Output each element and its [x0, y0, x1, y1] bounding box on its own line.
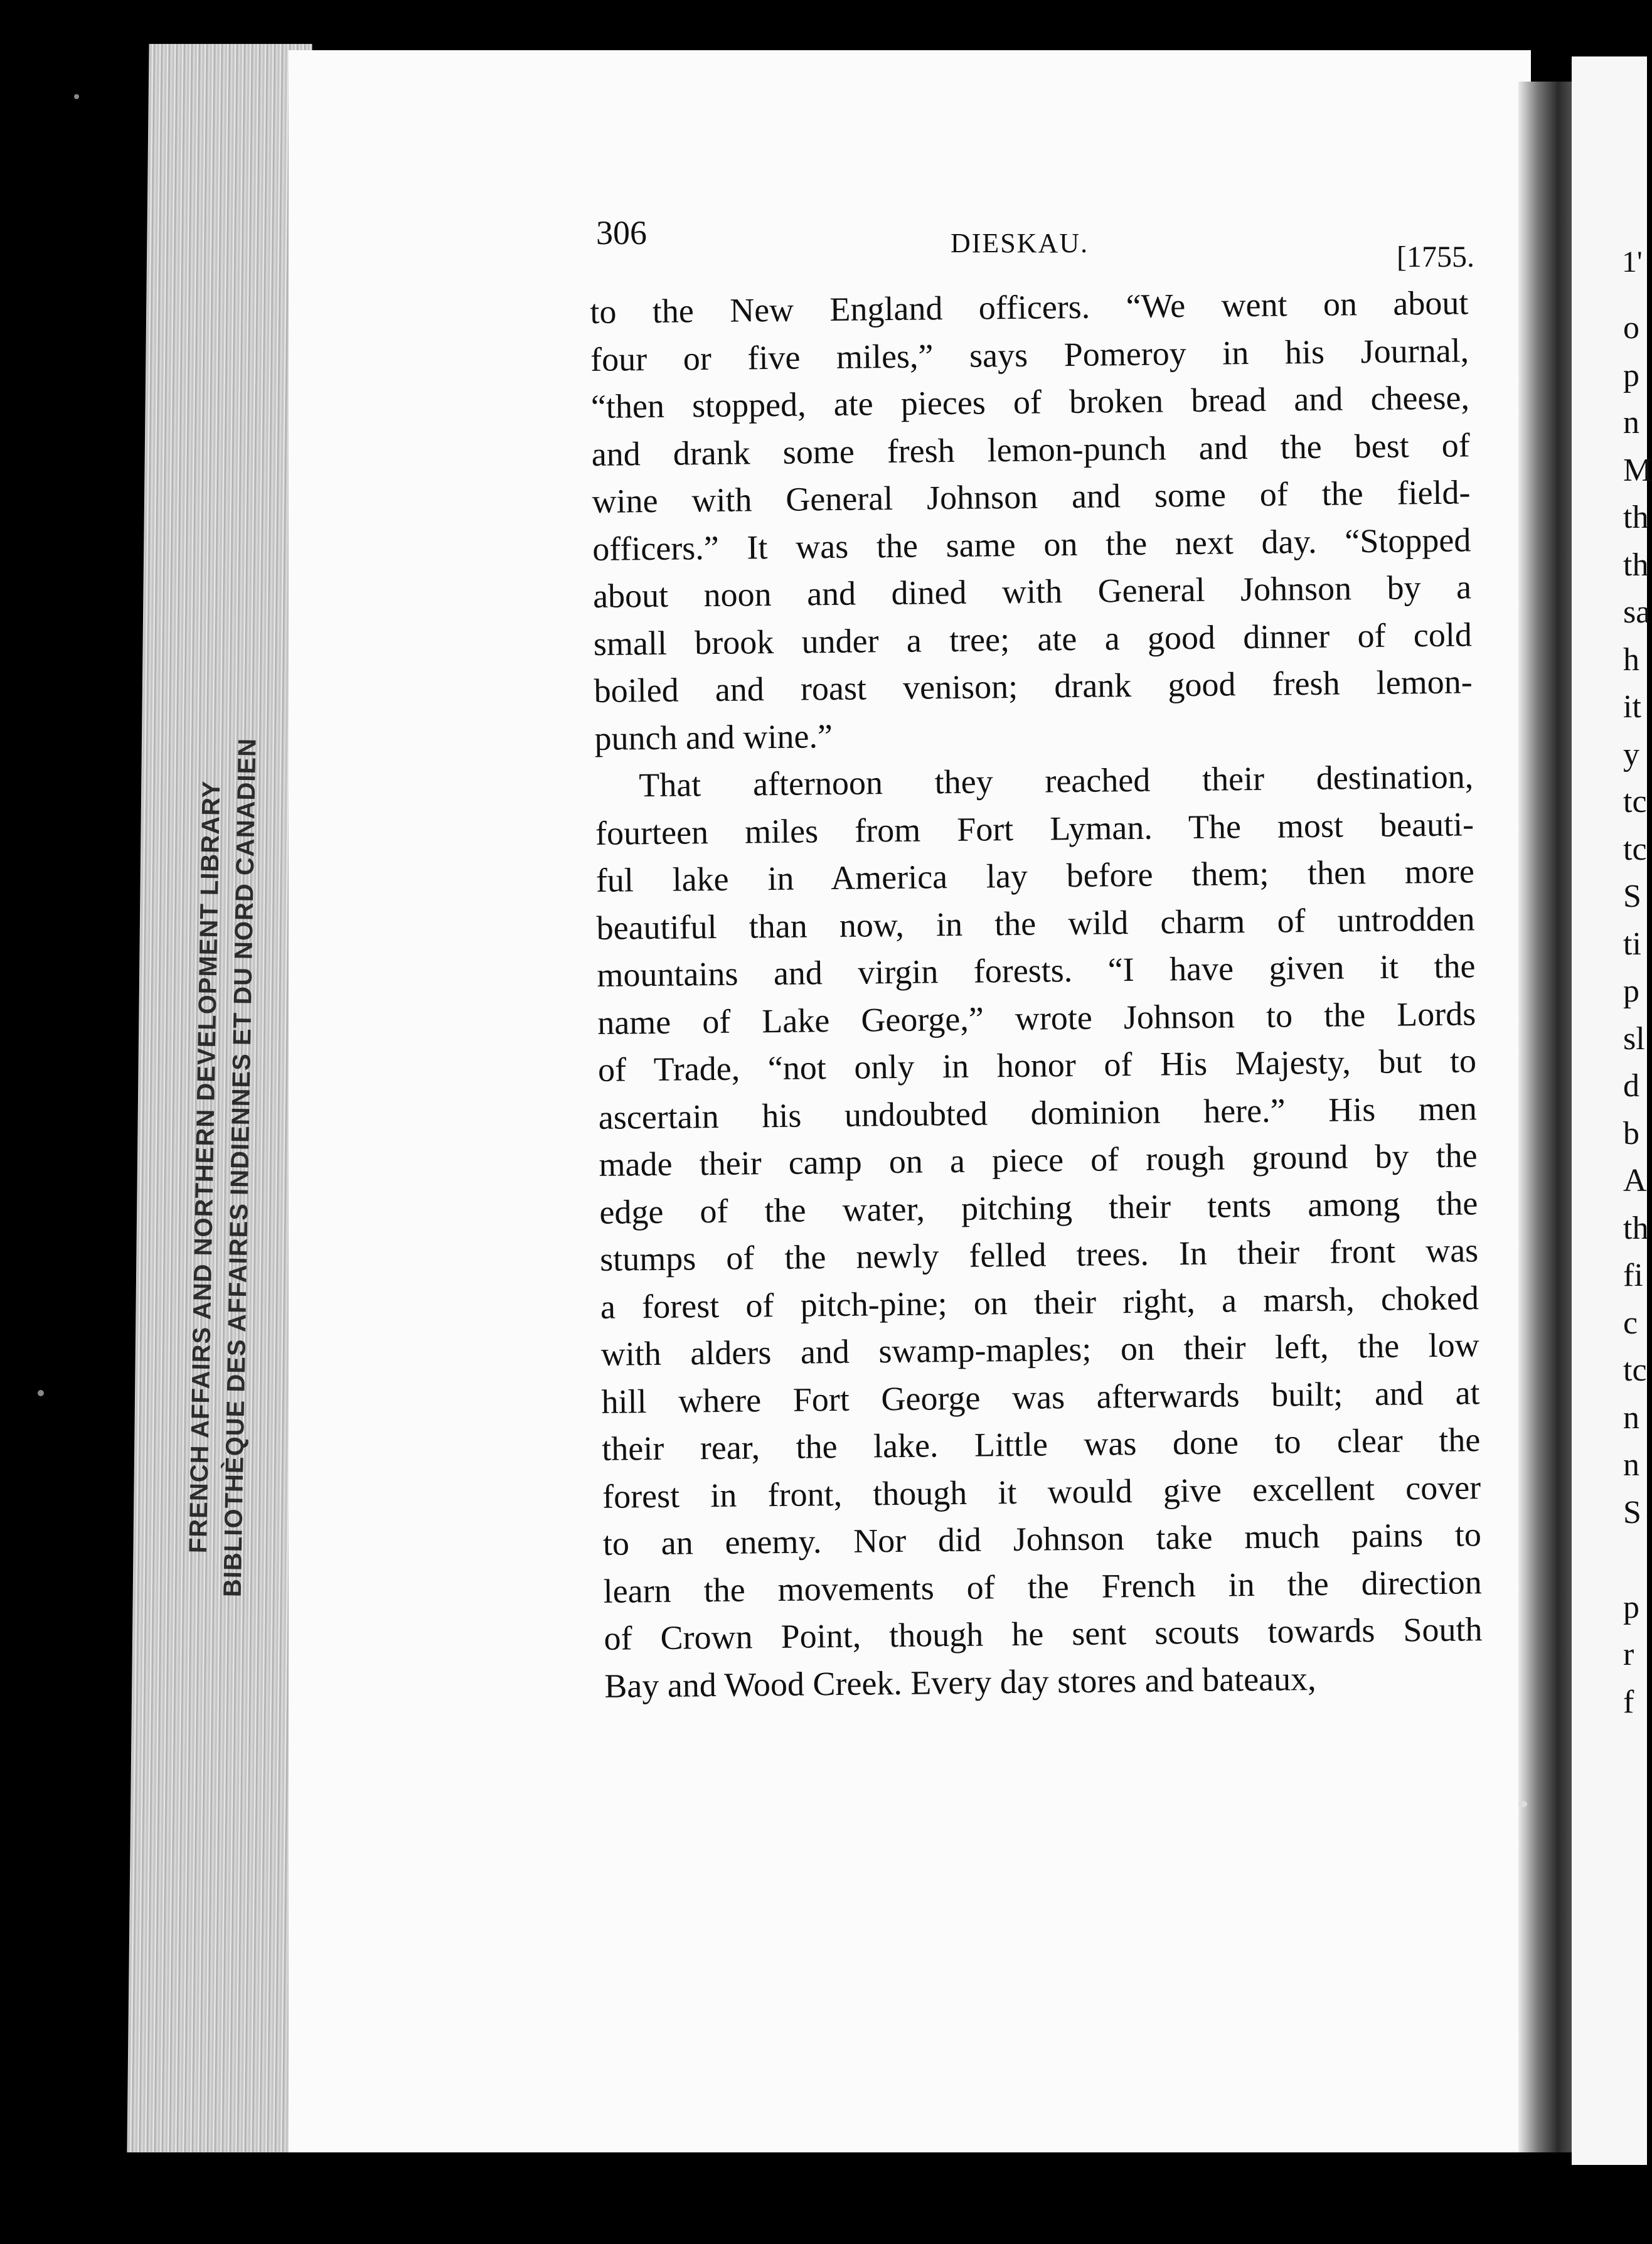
- text-line: fourteen miles from Fort Lyman. The most beauti-: [595, 804, 1474, 852]
- facing-page-fragment: ti: [1623, 926, 1641, 962]
- facing-page-fragment: S: [1623, 879, 1641, 914]
- facing-page-edge: [1572, 56, 1652, 2165]
- text-line: edge of the water, pitching their tents among the: [599, 1183, 1478, 1231]
- facing-page-fragment: tc: [1623, 784, 1647, 820]
- text-line: their rear, the lake. Little was done to clear the: [602, 1421, 1481, 1468]
- text-line: and drank some fresh lemon-punch and the best of: [591, 425, 1470, 473]
- text-line: beautiful than now, in the wild charm of untrodden: [596, 899, 1475, 947]
- text-line: forest in front, though it would give excellent cover: [602, 1468, 1481, 1515]
- text-line: small brook under a tree; ate a good dinner of cold: [593, 615, 1473, 663]
- text-line: about noon and dined with General Johnson by a: [592, 568, 1472, 615]
- facing-page-fragment: S: [1623, 1494, 1641, 1531]
- text-line: made their camp on a piece of rough ground by the: [599, 1136, 1478, 1183]
- facing-page-fragment: n: [1623, 1399, 1639, 1436]
- text-line: That afternoon they reached their destination,: [638, 757, 1474, 804]
- facing-page-fragment: n: [1623, 405, 1639, 441]
- facing-page-fragment: p: [1623, 1589, 1639, 1625]
- running-head: [596, 213, 1474, 274]
- facing-page-fragment: A: [1623, 1163, 1647, 1199]
- text-line: four or five miles,” says Pomeroy in his Journal,: [590, 331, 1469, 378]
- library-stamp: [157, 634, 289, 1701]
- facing-page-fragment: sa: [1623, 594, 1651, 630]
- text-line: ful lake in America lay before them; then more: [595, 852, 1475, 899]
- facing-page-fragment: it: [1623, 689, 1641, 725]
- library-stamp-line-1: FRENCH AFFAIRS AND NORTHERN DEVELOPMENT LIBRARY: [184, 780, 226, 1554]
- facing-page-letters: [1623, 304, 1652, 1726]
- facing-page-fragment: [1623, 1536, 1652, 1584]
- text-line: stumps of the newly felled trees. In their front was: [599, 1231, 1479, 1278]
- text-line: to the New England officers. “We went on about: [590, 284, 1469, 331]
- facing-page-fragment: d: [1623, 1068, 1639, 1104]
- text-line: “then stopped, ate pieces of broken bread and cheese,: [590, 378, 1470, 425]
- facing-page-fragment: n: [1623, 1447, 1639, 1483]
- text-line: boiled and roast venison; drank good fresh lemon-: [594, 663, 1473, 710]
- text-line: wine with General Johnson and some of the field-: [592, 473, 1471, 520]
- facing-page-fragment: p: [1623, 973, 1639, 1009]
- text-line: name of Lake George,” wrote Johnson to the Lords: [597, 994, 1476, 1042]
- facing-page-fragment: th: [1623, 500, 1649, 535]
- body-text: [590, 279, 1483, 1710]
- facing-page-fragment: tc: [1623, 831, 1647, 867]
- scan-speck: [1518, 1801, 1527, 1807]
- facing-page-fragment: y: [1623, 736, 1639, 772]
- facing-page-fragment: p: [1623, 357, 1639, 393]
- facing-page-fragment: fi: [1623, 1258, 1643, 1293]
- facing-page-fragment: h: [1623, 641, 1639, 678]
- text-line: to an enemy. Nor did Johnson take much pains to: [602, 1515, 1482, 1563]
- text-line: hill where Fort George was afterwards built; and at: [601, 1373, 1480, 1421]
- scan-speck: [74, 94, 79, 99]
- chapter-title: DIESKAU.: [951, 228, 1089, 259]
- facing-page-fragment: f: [1623, 1684, 1634, 1720]
- facing-page-fragment: o: [1623, 310, 1639, 346]
- page-number: 306: [596, 214, 647, 252]
- scan-speck: [38, 1390, 44, 1396]
- text-line: of Trade, “not only in honor of His Majesty, but to: [597, 1042, 1477, 1089]
- facing-page-fragment: b: [1623, 1115, 1639, 1151]
- facing-page-fragment: M: [1623, 452, 1652, 488]
- text-line: a forest of pitch-pine; on their right, a marsh, choked: [600, 1278, 1479, 1326]
- text-line: with alders and swamp-maples; on their left, the low: [600, 1326, 1480, 1373]
- facing-page-fragment: sl: [1623, 1020, 1645, 1057]
- facing-page-fragment: th: [1623, 1210, 1649, 1246]
- text-line: officers.” It was the same on the next day. “Stopped: [592, 520, 1471, 568]
- text-line: of Crown Point, though he sent scouts towards South: [604, 1610, 1483, 1657]
- text-line: mountains and virgin forests. “I have given it the: [597, 947, 1476, 994]
- facing-page-fragment: r: [1623, 1637, 1634, 1672]
- text-line: learn the movements of the French in the direction: [603, 1563, 1482, 1610]
- facing-page-header-fragment: 1': [1622, 245, 1643, 279]
- facing-page-fragment: tc: [1623, 1352, 1647, 1388]
- facing-page-fragment: th: [1623, 547, 1649, 583]
- text-line: punch and wine.”: [594, 717, 833, 757]
- year-marker: [1755.: [1397, 240, 1474, 274]
- text-line: ascertain his undoubted dominion here.” His men: [598, 1089, 1478, 1136]
- text-line: Bay and Wood Creek. Every day stores and bateaux,: [604, 1659, 1316, 1705]
- library-stamp-line-2: BIBLIOTHÈQUE DES AFFAIRES INDIENNES ET DU NORD CANADIEN: [219, 737, 262, 1598]
- binding-gutter: [1518, 82, 1575, 2152]
- facing-page-fragment: c: [1623, 1305, 1638, 1341]
